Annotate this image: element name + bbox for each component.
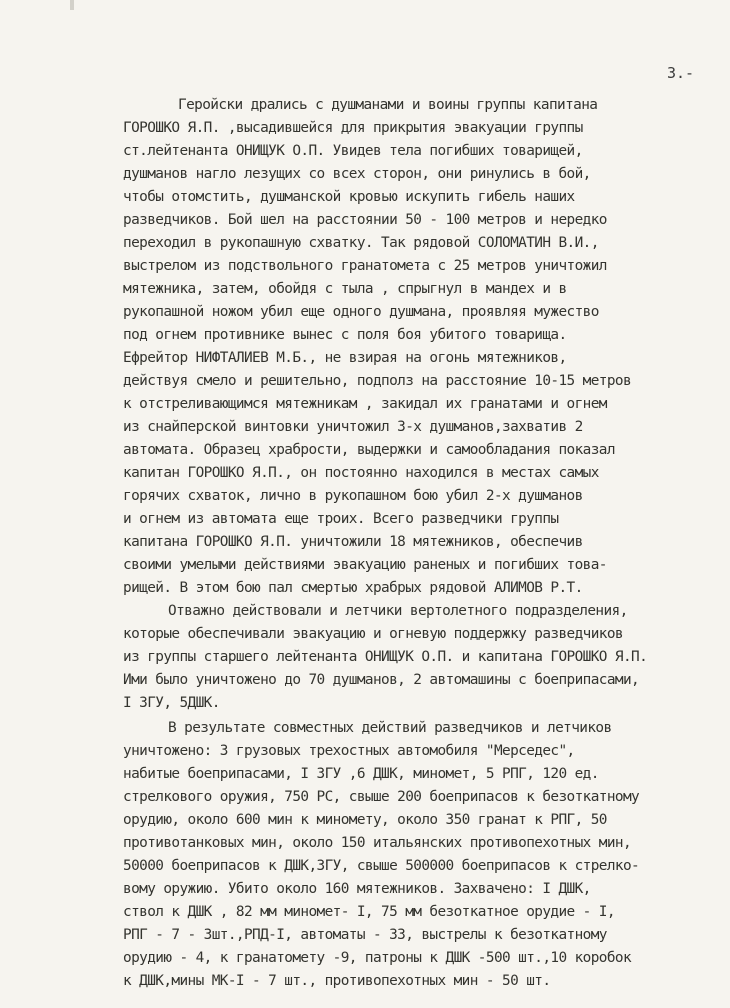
text-line: стрелкового оружия, 750 РС, свыше 200 боеприпасов к безоткатному bbox=[123, 789, 640, 805]
text-line: Ефрейтор НИФТАЛИЕВ М.Б., не взирая на огонь мятежников, bbox=[123, 350, 567, 366]
text-line: из группы старшего лейтенанта ОНИЩУК О.П. и капитана ГОРОШКО Я.П. bbox=[123, 649, 648, 665]
text-line: выстрелом из подствольного гранатомета с 25 метров уничтожил bbox=[123, 258, 607, 274]
text-line: вому оружию. Убито около 160 мятежников. Захвачено: I ДШК, bbox=[123, 881, 591, 897]
text-line: к отстреливающимся мятежникам , закидал их гранатами и огнем bbox=[123, 396, 607, 412]
text-line: I ЗГУ, 5ДШК. bbox=[123, 695, 220, 711]
text-line: из снайперской винтовки уничтожил 3-х душманов,захватив 2 bbox=[123, 419, 583, 435]
text-line: разведчиков. Бой шел на расстоянии 50 - 100 метров и нередко bbox=[123, 212, 607, 228]
paper-mark bbox=[70, 0, 74, 10]
text-line: под огнем противнике вынес с поля боя убитого товарища. bbox=[123, 327, 567, 343]
text-line: ствол к ДШК , 82 мм миномет- I, 75 мм безоткатное орудие - I, bbox=[123, 904, 615, 920]
text-line: горячих схваток, лично в рукопашном бою убил 2-х душманов bbox=[123, 488, 583, 504]
text-line: ГОРОШКО Я.П. ,высадившейся для прикрытия эвакуации группы bbox=[123, 120, 583, 136]
text-line: автомата. Образец храбрости, выдержки и самообладания показал bbox=[123, 442, 615, 458]
text-line: и огнем из автомата еще троих. Всего разведчики группы bbox=[123, 511, 559, 527]
text-line: душманов нагло лезущих со всех сторон, они ринулись в бой, bbox=[123, 166, 591, 182]
text-line: мятежника, затем, обойдя с тыла , спрыгнул в мандех и в bbox=[123, 281, 567, 297]
text-line: 50000 боеприпасов к ДШК,ЗГУ, свыше 500000 боеприпасов к стрелко- bbox=[123, 858, 640, 874]
text-line: переходил в рукопашную схватку. Так рядовой СОЛОМАТИН В.И., bbox=[123, 235, 599, 251]
text-line: капитан ГОРОШКО Я.П., он постоянно находился в местах самых bbox=[123, 465, 599, 481]
text-line: набитые боеприпасами, I ЗГУ ,6 ДШК, миномет, 5 РПГ, 120 ед. bbox=[123, 766, 599, 782]
page-number: 3.- bbox=[667, 64, 695, 82]
text-line: уничтожено: 3 грузовых трехостных автомобиля "Мерседес", bbox=[123, 743, 575, 759]
text-line: РПГ - 7 - 3шт.,РПД-I, автоматы - 33, выстрелы к безоткатному bbox=[123, 927, 607, 943]
text-line: своими умелыми действиями эвакуацию раненых и погибших това- bbox=[123, 557, 607, 573]
text-line: ст.лейтенанта ОНИЩУК О.П. Увидев тела погибших товарищей, bbox=[123, 143, 583, 159]
text-line: рукопашной ножом убил еще одного душмана, проявляя мужество bbox=[123, 304, 599, 320]
text-line: Отважно действовали и летчики вертолетного подразделения, bbox=[168, 603, 628, 619]
text-line: Геройски дрались с душманами и воины группы капитана bbox=[178, 97, 598, 113]
text-line: чтобы отомстить, душманской кровью искупить гибель наших bbox=[123, 189, 575, 205]
text-line: В результате совместных действий разведчиков и летчиков bbox=[168, 720, 612, 736]
text-line: рищей. В этом бою пал смертью храбрых рядовой АЛИМОВ Р.Т. bbox=[123, 580, 583, 596]
text-line: действуя смело и решительно, подполз на расстояние 10-15 метров bbox=[123, 373, 632, 389]
text-line: орудию, около 600 мин к миномету, около 350 гранат к РПГ, 50 bbox=[123, 812, 607, 828]
text-line: к ДШК,мины МК-I - 7 шт., противопехотных мин - 50 шт. bbox=[123, 973, 551, 989]
text-line: капитана ГОРОШКО Я.П. уничтожили 18 мятежников, обеспечив bbox=[123, 534, 583, 550]
text-line: которые обеспечивали эвакуацию и огневую поддержку разведчиков bbox=[123, 626, 623, 642]
text-line: Ими было уничтожено до 70 душманов, 2 автомашины с боеприпасами, bbox=[123, 672, 640, 688]
text-line: орудию - 4, к гранатомету -9, патроны к ДШК -500 шт.,10 коробок bbox=[123, 950, 632, 966]
text-line: противотанковых мин, около 150 итальянских противопехотных мин, bbox=[123, 835, 632, 851]
